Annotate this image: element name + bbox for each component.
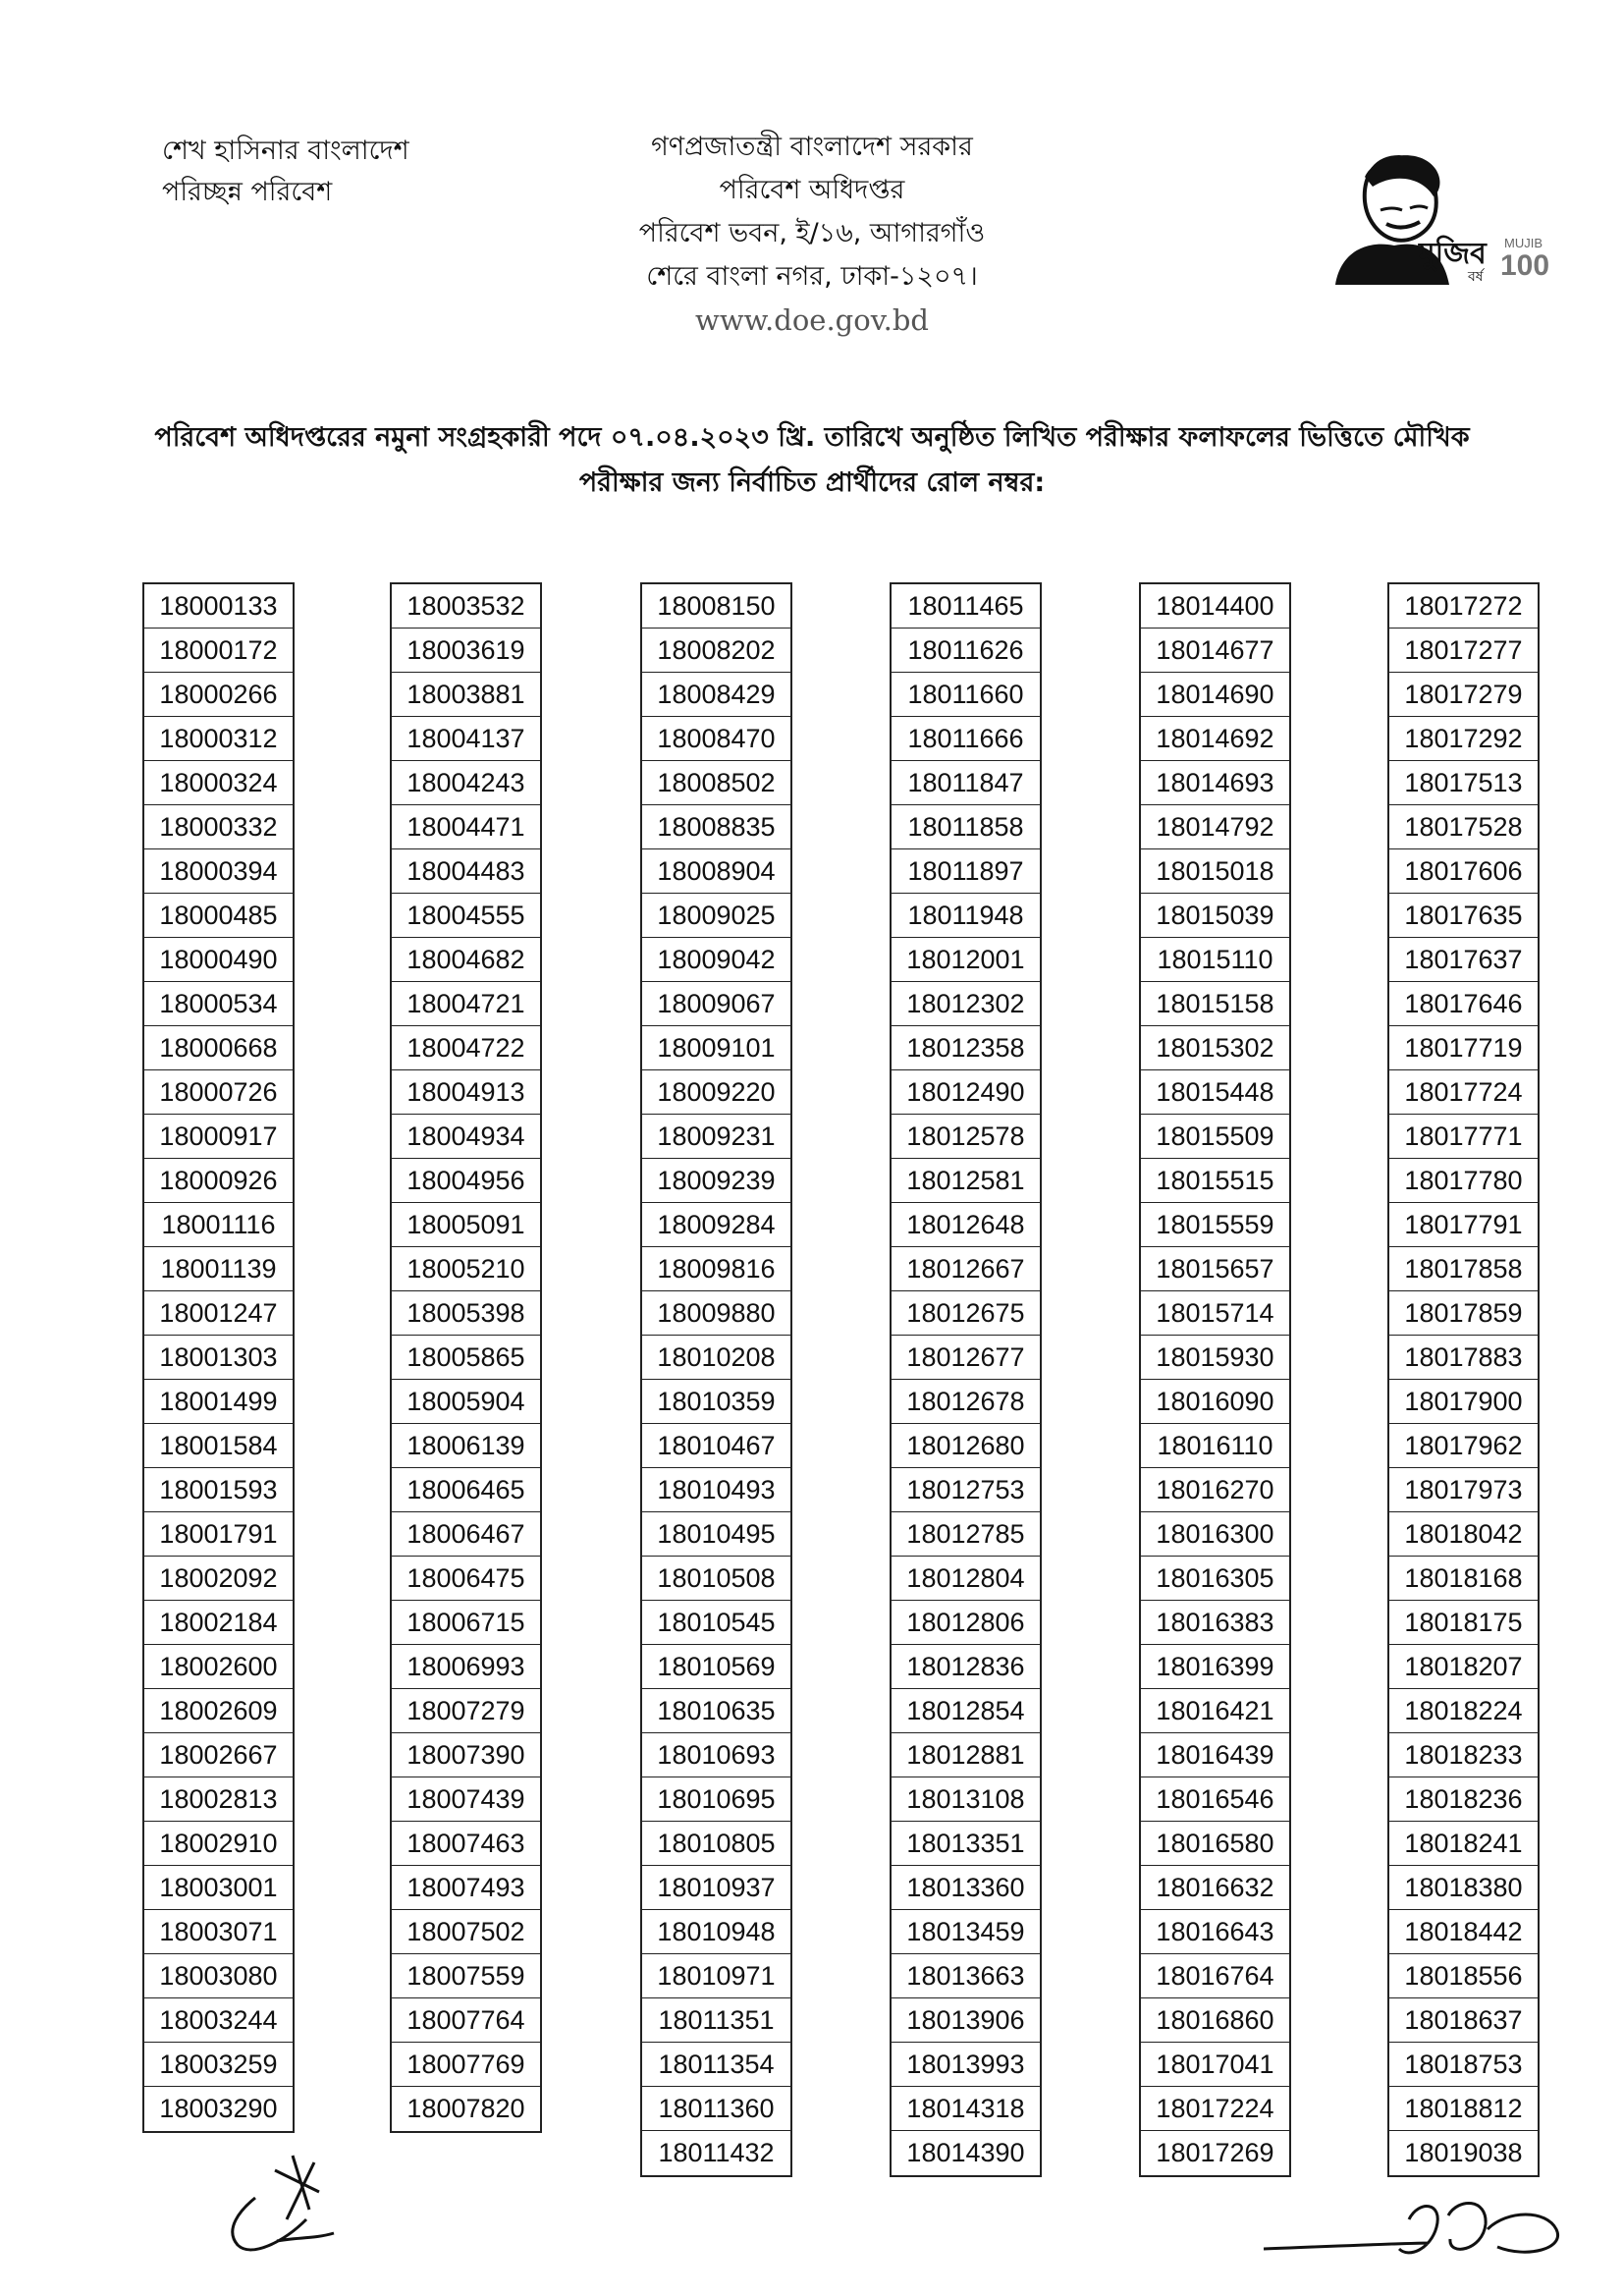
roll-number-cell: 18008470 (642, 717, 790, 761)
roll-number-cell: 18018224 (1389, 1689, 1538, 1733)
roll-number-cell: 18008429 (642, 673, 790, 717)
roll-number-cell: 18005865 (392, 1336, 540, 1380)
roll-number-cell: 18002813 (144, 1777, 293, 1822)
roll-number-cell: 18010208 (642, 1336, 790, 1380)
roll-number-cell: 18017635 (1389, 894, 1538, 938)
government-name: গণপ্রজাতন্ত্রী বাংলাদেশ সরকার (651, 132, 973, 162)
roll-number-cell: 18018812 (1389, 2087, 1538, 2131)
roll-number-cell: 18016383 (1141, 1601, 1289, 1645)
roll-number-cell: 18016546 (1141, 1777, 1289, 1822)
roll-number-cell: 18016399 (1141, 1645, 1289, 1689)
roll-number-cell: 18010937 (642, 1866, 790, 1910)
roll-number-cell: 18000266 (144, 673, 293, 717)
roll-number-cell: 18014318 (892, 2087, 1040, 2131)
roll-number-cell: 18004471 (392, 805, 540, 849)
roll-number-cell: 18007820 (406, 2094, 525, 2123)
roll-number-cell: 18000324 (144, 761, 293, 805)
roll-number-cell: 18001116 (144, 1203, 293, 1247)
roll-number-cell: 18017883 (1389, 1336, 1538, 1380)
roll-number-cell: 18009067 (642, 982, 790, 1026)
roll-number-cell: 18015515 (1141, 1159, 1289, 1203)
roll-number-cell: 18016090 (1141, 1380, 1289, 1424)
roll-number-cell: 18012490 (892, 1070, 1040, 1115)
roll-number-cell: 18015657 (1141, 1247, 1289, 1291)
logo-sub: বর্ষ (1468, 269, 1484, 285)
roll-number-cell: 18007463 (392, 1822, 540, 1866)
roll-number-cell: 18017900 (1389, 1380, 1538, 1424)
mujib-100-logo (1296, 137, 1550, 285)
roll-number-cell: 18000172 (144, 629, 293, 673)
roll-number-cell: 18017791 (1389, 1203, 1538, 1247)
roll-number-cell: 18015039 (1141, 894, 1289, 938)
roll-number-cell: 18004956 (392, 1159, 540, 1203)
roll-number-cell: 18017277 (1389, 629, 1538, 673)
roll-number-cell: 18014677 (1141, 629, 1289, 673)
roll-number-cell: 18011858 (892, 805, 1040, 849)
roll-column-1 (142, 582, 295, 2133)
roll-number-cell: 18011666 (892, 717, 1040, 761)
roll-number-cell: 18013351 (892, 1822, 1040, 1866)
roll-number-cell: 18000133 (144, 584, 293, 629)
roll-number-cell: 18012001 (892, 938, 1040, 982)
roll-number-cell: 18004682 (392, 938, 540, 982)
roll-number-cell: 18003619 (392, 629, 540, 673)
roll-number-cell: 18017780 (1389, 1159, 1538, 1203)
roll-number-cell: 18001584 (144, 1424, 293, 1468)
roll-number-cell: 18006475 (392, 1557, 540, 1601)
roll-number-cell: 18016632 (1141, 1866, 1289, 1910)
roll-number-cell: 18019038 (1404, 2138, 1523, 2167)
roll-number-cell: 18001139 (144, 1247, 293, 1291)
roll-number-cell: 18017528 (1389, 805, 1538, 849)
roll-number-cell: 18000490 (144, 938, 293, 982)
roll-number-cell: 18017606 (1389, 849, 1538, 894)
roll-number-cell: 18010495 (642, 1512, 790, 1557)
roll-number-cell: 18002609 (144, 1689, 293, 1733)
roll-number-cell: 18016421 (1141, 1689, 1289, 1733)
roll-number-cell: 18017637 (1389, 938, 1538, 982)
roll-number-cell: 18012836 (892, 1645, 1040, 1689)
roll-number-cell: 18002667 (144, 1733, 293, 1777)
roll-number-cell: 18017041 (1141, 2043, 1289, 2087)
roll-number-cell: 18001303 (144, 1336, 293, 1380)
roll-number-cell: 18010695 (642, 1777, 790, 1822)
slogan-line-1: শেখ হাসিনার বাংলাদেশ (162, 136, 409, 166)
roll-number-cell: 18017962 (1389, 1424, 1538, 1468)
roll-number-cell: 18000926 (144, 1159, 293, 1203)
roll-number-cell: 18005904 (392, 1380, 540, 1424)
roll-number-cell: 18005210 (392, 1247, 540, 1291)
roll-number-cell: 18012680 (892, 1424, 1040, 1468)
roll-number-cell: 18018380 (1389, 1866, 1538, 1910)
roll-number-cell: 18012302 (892, 982, 1040, 1026)
roll-number-cell: 18003532 (392, 584, 540, 629)
roll-number-cell: 18000332 (144, 805, 293, 849)
roll-number-cell: 18017292 (1389, 717, 1538, 761)
roll-number-cell: 18012677 (892, 1336, 1040, 1380)
notice-line-2: পরীক্ষার জন্য নির্বাচিত প্রার্থীদের রোল নম্বর: (578, 467, 1046, 498)
notice-line-1: পরিবেশ অধিদপ্তরের নমুনা সংগ্রহকারী পদে ০৭.০৪.২০২৩ খ্রি. তারিখে অনুষ্ঠিত লিখিত পরীক্ষার ফলাফলের ভিত্তিতে মৌখিক (154, 422, 1470, 453)
roll-number-cell: 18009284 (642, 1203, 790, 1247)
roll-number-cell: 18016860 (1141, 1998, 1289, 2043)
roll-number-cell: 18012854 (892, 1689, 1040, 1733)
roll-column-5 (1139, 582, 1291, 2177)
roll-number-cell: 18004913 (392, 1070, 540, 1115)
roll-number-cell: 18010635 (642, 1689, 790, 1733)
roll-number-cell: 18015302 (1141, 1026, 1289, 1070)
roll-number-cell: 18004555 (392, 894, 540, 938)
roll-number-cell: 18014390 (906, 2138, 1025, 2167)
roll-number-cell: 18003071 (144, 1910, 293, 1954)
roll-number-cell: 18016764 (1141, 1954, 1289, 1998)
roll-number-cell: 18012581 (892, 1159, 1040, 1203)
roll-number-cell: 18008835 (642, 805, 790, 849)
roll-number-cell: 18008904 (642, 849, 790, 894)
roll-number-cell: 18004721 (392, 982, 540, 1026)
roll-column-2 (390, 582, 542, 2133)
roll-number-cell: 18013360 (892, 1866, 1040, 1910)
roll-number-cell: 18005398 (392, 1291, 540, 1336)
roll-number-cell: 18014693 (1141, 761, 1289, 805)
logo-mark: MUJIB (1504, 236, 1543, 250)
office-address-block (567, 126, 1057, 342)
roll-number-cell: 18011948 (892, 894, 1040, 938)
roll-number-cell: 18012675 (892, 1291, 1040, 1336)
roll-number-cell: 18005091 (392, 1203, 540, 1247)
roll-number-cell: 18000485 (144, 894, 293, 938)
roll-number-cell: 18009042 (642, 938, 790, 982)
roll-number-cell: 18018241 (1389, 1822, 1538, 1866)
roll-number-cell: 18007279 (392, 1689, 540, 1733)
roll-number-cell: 18011626 (892, 629, 1040, 673)
roll-number-cell: 18011432 (658, 2138, 775, 2167)
roll-number-cell: 18001593 (144, 1468, 293, 1512)
roll-number-cell: 18004722 (392, 1026, 540, 1070)
roll-number-cell: 18011360 (642, 2087, 790, 2131)
roll-number-cell: 18017646 (1389, 982, 1538, 1026)
roll-number-cell: 18003881 (392, 673, 540, 717)
roll-number-cell: 18013108 (892, 1777, 1040, 1822)
roll-number-cell: 18017279 (1389, 673, 1538, 717)
roll-number-cell: 18013906 (892, 1998, 1040, 2043)
roll-number-cell: 18012881 (892, 1733, 1040, 1777)
roll-number-cell: 18006465 (392, 1468, 540, 1512)
roll-number-cell: 18004934 (392, 1115, 540, 1159)
roll-number-cell: 18008502 (642, 761, 790, 805)
roll-number-cell: 18016643 (1141, 1910, 1289, 1954)
roll-number-cell: 18017724 (1389, 1070, 1538, 1115)
roll-number-cell: 18007390 (392, 1733, 540, 1777)
roll-number-cell: 18008150 (642, 584, 790, 629)
roll-number-cell: 18004483 (392, 849, 540, 894)
roll-column-3 (640, 582, 792, 2177)
slogan-block (162, 131, 409, 213)
roll-number-cell: 18007769 (392, 2043, 540, 2087)
roll-number-cell: 18009239 (642, 1159, 790, 1203)
roll-number-cell: 18010805 (642, 1822, 790, 1866)
roll-column-4 (890, 582, 1042, 2177)
roll-number-cell: 18017269 (1156, 2138, 1274, 2167)
notice-heading (147, 415, 1477, 506)
roll-number-cell: 18000394 (144, 849, 293, 894)
roll-number-cell: 18017513 (1389, 761, 1538, 805)
roll-number-cell: 18015559 (1141, 1203, 1289, 1247)
roll-number-cell: 18015448 (1141, 1070, 1289, 1115)
roll-number-cell: 18011351 (642, 1998, 790, 2043)
roll-number-cell: 18003001 (144, 1866, 293, 1910)
roll-number-cell: 18012678 (892, 1380, 1040, 1424)
roll-number-cell: 18018233 (1389, 1733, 1538, 1777)
roll-number-cell: 18010545 (642, 1601, 790, 1645)
roll-number-cell: 18010971 (642, 1954, 790, 1998)
roll-number-cell: 18012648 (892, 1203, 1040, 1247)
roll-number-cell: 18014400 (1141, 584, 1289, 629)
roll-number-cell: 18010493 (642, 1468, 790, 1512)
roll-number-cell: 18011660 (892, 673, 1040, 717)
roll-number-cell: 18007439 (392, 1777, 540, 1822)
roll-number-cell: 18013993 (892, 2043, 1040, 2087)
roll-number-cell: 18012358 (892, 1026, 1040, 1070)
roll-number-cell: 18010467 (642, 1424, 790, 1468)
roll-number-cell: 18018442 (1389, 1910, 1538, 1954)
roll-number-cell: 18017859 (1389, 1291, 1538, 1336)
roll-number-cell: 18016270 (1141, 1468, 1289, 1512)
roll-number-cell: 18006139 (392, 1424, 540, 1468)
roll-number-cell: 18009101 (642, 1026, 790, 1070)
roll-number-cell: 18013663 (892, 1954, 1040, 1998)
roll-number-cell: 18007493 (392, 1866, 540, 1910)
roll-number-cell: 18011847 (892, 761, 1040, 805)
roll-number-cell: 18008202 (642, 629, 790, 673)
roll-number-cell: 18002910 (144, 1822, 293, 1866)
roll-number-cell: 18016580 (1141, 1822, 1289, 1866)
roll-number-cell: 18010693 (642, 1733, 790, 1777)
roll-number-cell: 18014690 (1141, 673, 1289, 717)
roll-number-cell: 18015018 (1141, 849, 1289, 894)
roll-number-cell: 18018637 (1389, 1998, 1538, 2043)
roll-number-cell: 18013459 (892, 1910, 1040, 1954)
roll-number-cell: 18015110 (1141, 938, 1289, 982)
signature-left (216, 2151, 363, 2259)
roll-number-cell: 18009880 (642, 1291, 790, 1336)
slogan-line-2: পরিচ্ছন্ন পরিবেশ (162, 177, 333, 207)
roll-number-cell: 18014792 (1141, 805, 1289, 849)
roll-number-cell: 18002184 (144, 1601, 293, 1645)
logo-number: 100 (1500, 249, 1550, 282)
address-line-1: পরিবেশ ভবন, ই/১৬, আগারগাঁও (638, 218, 986, 248)
roll-number-cell: 18014692 (1141, 717, 1289, 761)
roll-number-cell: 18018753 (1389, 2043, 1538, 2087)
roll-number-cell: 18015930 (1141, 1336, 1289, 1380)
roll-number-cell: 18015158 (1141, 982, 1289, 1026)
roll-number-cell: 18012667 (892, 1247, 1040, 1291)
roll-number-cell: 18003080 (144, 1954, 293, 1998)
roll-number-cell: 18018168 (1389, 1557, 1538, 1601)
roll-number-cell: 18001499 (144, 1380, 293, 1424)
roll-number-cell: 18011465 (892, 584, 1040, 629)
roll-number-cell: 18010508 (642, 1557, 790, 1601)
roll-number-cell: 18012578 (892, 1115, 1040, 1159)
roll-number-cell: 18018175 (1389, 1601, 1538, 1645)
department-name: পরিবেশ অধিদপ্তর (719, 175, 905, 205)
roll-number-cell: 18000312 (144, 717, 293, 761)
roll-number-cell: 18012804 (892, 1557, 1040, 1601)
roll-number-cell: 18000917 (144, 1115, 293, 1159)
roll-number-cell: 18017719 (1389, 1026, 1538, 1070)
roll-number-cell: 18016110 (1141, 1424, 1289, 1468)
roll-number-cell: 18007764 (392, 1998, 540, 2043)
roll-number-cell: 18010359 (642, 1380, 790, 1424)
website-url: www.doe.gov.bd (695, 303, 929, 337)
roll-number-cell: 18003259 (144, 2043, 293, 2087)
roll-number-cell: 18012753 (892, 1468, 1040, 1512)
roll-number-cell: 18016300 (1141, 1512, 1289, 1557)
roll-number-cell: 18010948 (642, 1910, 790, 1954)
roll-number-cell: 18000534 (144, 982, 293, 1026)
roll-number-cell: 18010569 (642, 1645, 790, 1689)
roll-number-cell: 18009816 (642, 1247, 790, 1291)
roll-number-cell: 18012785 (892, 1512, 1040, 1557)
signature-right (1262, 2190, 1586, 2278)
roll-number-cell: 18000668 (144, 1026, 293, 1070)
address-line-2: শেরে বাংলা নগর, ঢাকা-১২০৭। (646, 261, 978, 292)
roll-number-cell: 18007559 (392, 1954, 540, 1998)
roll-number-cell: 18018556 (1389, 1954, 1538, 1998)
roll-number-cell: 18003290 (159, 2094, 278, 2123)
roll-number-cell: 18018042 (1389, 1512, 1538, 1557)
roll-number-cell: 18003244 (144, 1998, 293, 2043)
roll-number-cell: 18007502 (392, 1910, 540, 1954)
logo-script: মুজিব (1419, 237, 1487, 271)
roll-number-cell: 18018207 (1389, 1645, 1538, 1689)
roll-number-cell: 18001791 (144, 1512, 293, 1557)
roll-number-cell: 18006715 (392, 1601, 540, 1645)
roll-number-cell: 18012806 (892, 1601, 1040, 1645)
roll-number-cell: 18004243 (392, 761, 540, 805)
roll-number-cell: 18009025 (642, 894, 790, 938)
roll-number-cell: 18011354 (642, 2043, 790, 2087)
roll-number-cell: 18015509 (1141, 1115, 1289, 1159)
roll-number-cell: 18016439 (1141, 1733, 1289, 1777)
roll-number-cell: 18018236 (1389, 1777, 1538, 1822)
roll-number-cell: 18016305 (1141, 1557, 1289, 1601)
roll-number-cell: 18002600 (144, 1645, 293, 1689)
roll-number-cell: 18004137 (392, 717, 540, 761)
roll-number-cell: 18006467 (392, 1512, 540, 1557)
roll-number-cell: 18015714 (1141, 1291, 1289, 1336)
roll-number-cell: 18017272 (1389, 584, 1538, 629)
roll-number-cell: 18009231 (642, 1115, 790, 1159)
roll-number-cell: 18001247 (144, 1291, 293, 1336)
roll-number-cell: 18000726 (144, 1070, 293, 1115)
roll-number-cell: 18017224 (1141, 2087, 1289, 2131)
roll-number-cell: 18009220 (642, 1070, 790, 1115)
roll-number-cell: 18017858 (1389, 1247, 1538, 1291)
roll-number-cell: 18017771 (1389, 1115, 1538, 1159)
roll-number-cell: 18011897 (892, 849, 1040, 894)
roll-number-cell: 18017973 (1389, 1468, 1538, 1512)
roll-number-cell: 18002092 (144, 1557, 293, 1601)
roll-number-cell: 18006993 (392, 1645, 540, 1689)
roll-column-6 (1387, 582, 1540, 2177)
